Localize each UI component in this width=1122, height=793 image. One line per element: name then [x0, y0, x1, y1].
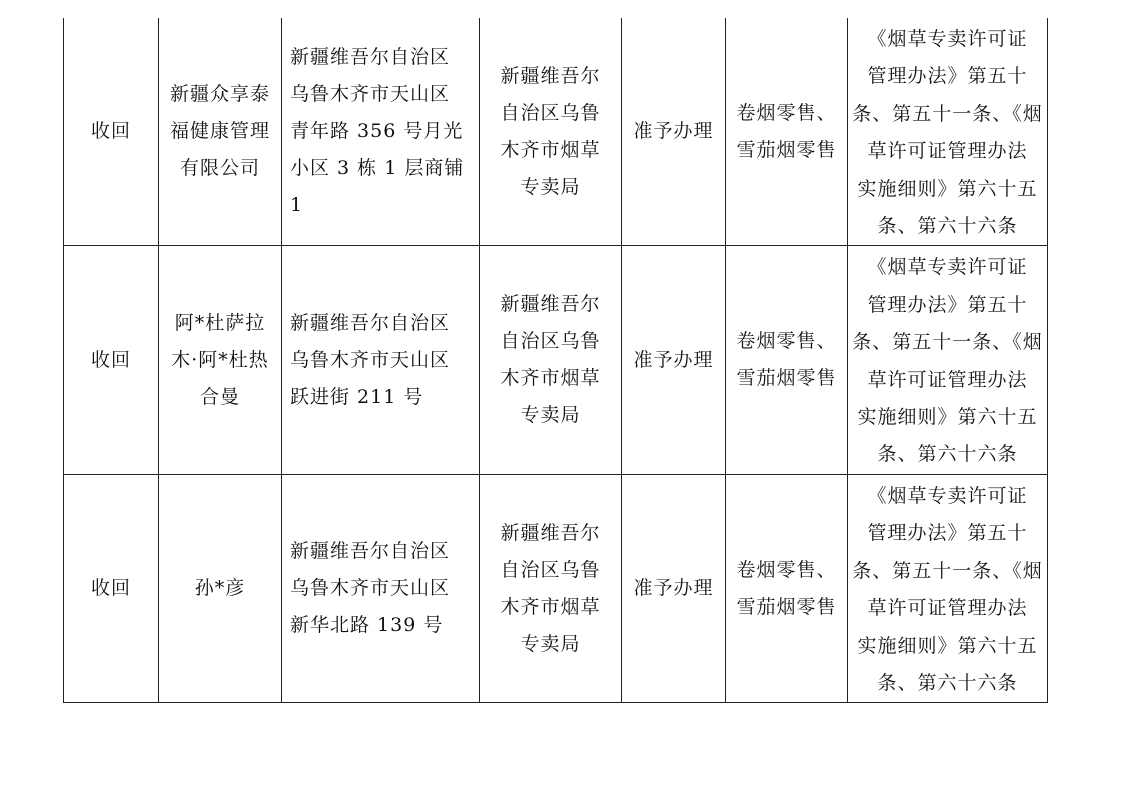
legal-basis-cell: 《烟草专卖许可证 管理办法》第五十 条、第五十一条、《烟 草许可证管理办法 实施细则》第六十五 条、第六十六条	[848, 18, 1048, 246]
scope-cell: 卷烟零售、 雪茄烟零售	[726, 246, 848, 474]
holder-cell: 新疆众享泰 福健康管理 有限公司	[159, 18, 282, 246]
holder-cell: 阿*杜萨拉 木·阿*杜热 合曼	[159, 246, 282, 474]
action-cell: 收回	[64, 246, 159, 474]
decision-cell: 准予办理	[622, 18, 726, 246]
scope-cell: 卷烟零售、 雪茄烟零售	[726, 474, 848, 702]
holder-cell: 孙*彦	[159, 474, 282, 702]
address-cell: 新疆维吾尔自治区 乌鲁木齐市天山区 青年路 356 号月光 小区 3 栋 1 层商铺 1	[282, 18, 480, 246]
table-row	[64, 474, 1048, 702]
decision-cell: 准予办理	[622, 474, 726, 702]
authority-cell: 新疆维吾尔 自治区乌鲁 木齐市烟草 专卖局	[480, 18, 622, 246]
address-cell: 新疆维吾尔自治区 乌鲁木齐市天山区 新华北路 139 号	[282, 474, 480, 702]
table-row	[64, 18, 1048, 246]
legal-basis-cell: 《烟草专卖许可证 管理办法》第五十 条、第五十一条、《烟 草许可证管理办法 实施细则》第六十五 条、第六十六条	[848, 474, 1048, 702]
license-revocation-table	[63, 18, 1048, 703]
table-row	[64, 246, 1048, 474]
scope-cell: 卷烟零售、 雪茄烟零售	[726, 18, 848, 246]
action-cell: 收回	[64, 18, 159, 246]
legal-basis-cell: 《烟草专卖许可证 管理办法》第五十 条、第五十一条、《烟 草许可证管理办法 实施细则》第六十五 条、第六十六条	[848, 246, 1048, 474]
action-cell: 收回	[64, 474, 159, 702]
address-cell: 新疆维吾尔自治区 乌鲁木齐市天山区 跃进街 211 号	[282, 246, 480, 474]
authority-cell: 新疆维吾尔 自治区乌鲁 木齐市烟草 专卖局	[480, 474, 622, 702]
decision-cell: 准予办理	[622, 246, 726, 474]
authority-cell: 新疆维吾尔 自治区乌鲁 木齐市烟草 专卖局	[480, 246, 622, 474]
